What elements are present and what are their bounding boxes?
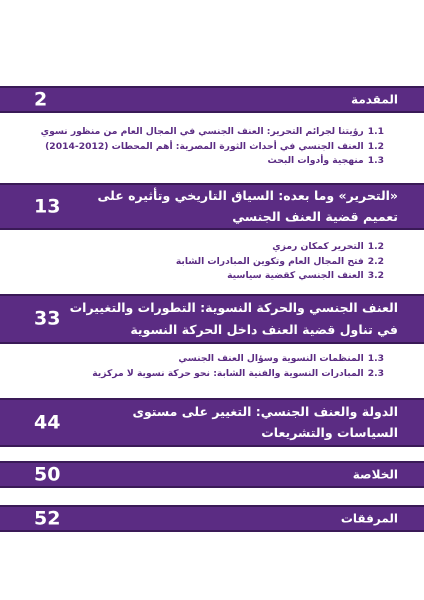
list-item[interactable] xyxy=(92,367,384,382)
chapter-band[interactable] xyxy=(0,183,424,230)
section-number: 3.2 xyxy=(367,270,384,282)
section-number: 2.2 xyxy=(367,255,384,267)
chapter-band[interactable] xyxy=(0,398,424,447)
chapter-title: العنف الجنسي والحركة النسوية: التطورات والتغييرات في تناول قضية العنف داخل الحركة النسوية xyxy=(69,300,398,337)
chapter-page-number: 33 xyxy=(34,307,61,330)
list-item[interactable] xyxy=(176,269,384,284)
chapter-page-number: 52 xyxy=(34,507,61,529)
chapter-title: المرفقات xyxy=(340,511,398,525)
chapter-page-number: 50 xyxy=(34,463,61,485)
section-title: المبادرات النسوية والفنية الشابة: نحو حركة نسوية لا مركزية xyxy=(92,367,364,379)
section-number: 1.3 xyxy=(367,155,384,167)
chapter-page-number: 44 xyxy=(34,411,61,433)
section-number: 1.2 xyxy=(367,241,384,252)
list-item[interactable] xyxy=(41,154,384,169)
chapter-title: «التحرير» وما بعده: السياق التاريخي وتأثيره على تعميم قضية العنف الجنسي xyxy=(97,187,398,225)
chapter-band[interactable] xyxy=(0,86,424,113)
list-item[interactable] xyxy=(92,352,384,367)
list-item[interactable] xyxy=(176,240,384,255)
section-title: العنف الجنسي كقضية سياسية xyxy=(227,270,364,282)
section-list xyxy=(176,240,384,284)
section-title: العنف الجنسي في أحداث الثورة المصرية: أهم المحطات (2012-2014) xyxy=(45,140,364,152)
section-list xyxy=(92,352,384,381)
list-item[interactable] xyxy=(41,140,384,155)
chapter-band[interactable] xyxy=(0,461,424,488)
list-item[interactable] xyxy=(176,255,384,270)
section-title: فتح المجال العام وتكوين المبادرات الشابة xyxy=(175,255,364,267)
chapter-page-number: 2 xyxy=(34,88,48,110)
section-title: منهجية وأدوات البحث xyxy=(267,155,364,167)
chapter-title: الخلاصة xyxy=(352,467,398,481)
section-title: التحرير كمكان رمزي xyxy=(272,241,364,252)
chapter-page-number: 13 xyxy=(34,195,61,217)
chapter-band[interactable] xyxy=(0,294,424,344)
list-item[interactable] xyxy=(41,125,384,140)
section-number: 1.1 xyxy=(367,126,384,137)
chapter-band[interactable] xyxy=(0,505,424,532)
section-title: رؤيتنا لجرائم التحرير: العنف الجنسي في المجال العام من منظور نسوي xyxy=(40,126,364,137)
chapter-title: الدولة والعنف الجنسي: التغيير على مستوى السياسات والتشريعات xyxy=(132,403,398,441)
section-title: المنظمات النسوية وسؤال العنف الجنسي xyxy=(178,353,364,364)
section-number: 1.2 xyxy=(367,140,384,152)
section-number: 2.3 xyxy=(367,367,384,379)
chapter-title: المقدمة xyxy=(351,92,398,106)
section-list xyxy=(41,125,384,169)
section-number: 1.3 xyxy=(367,353,384,364)
